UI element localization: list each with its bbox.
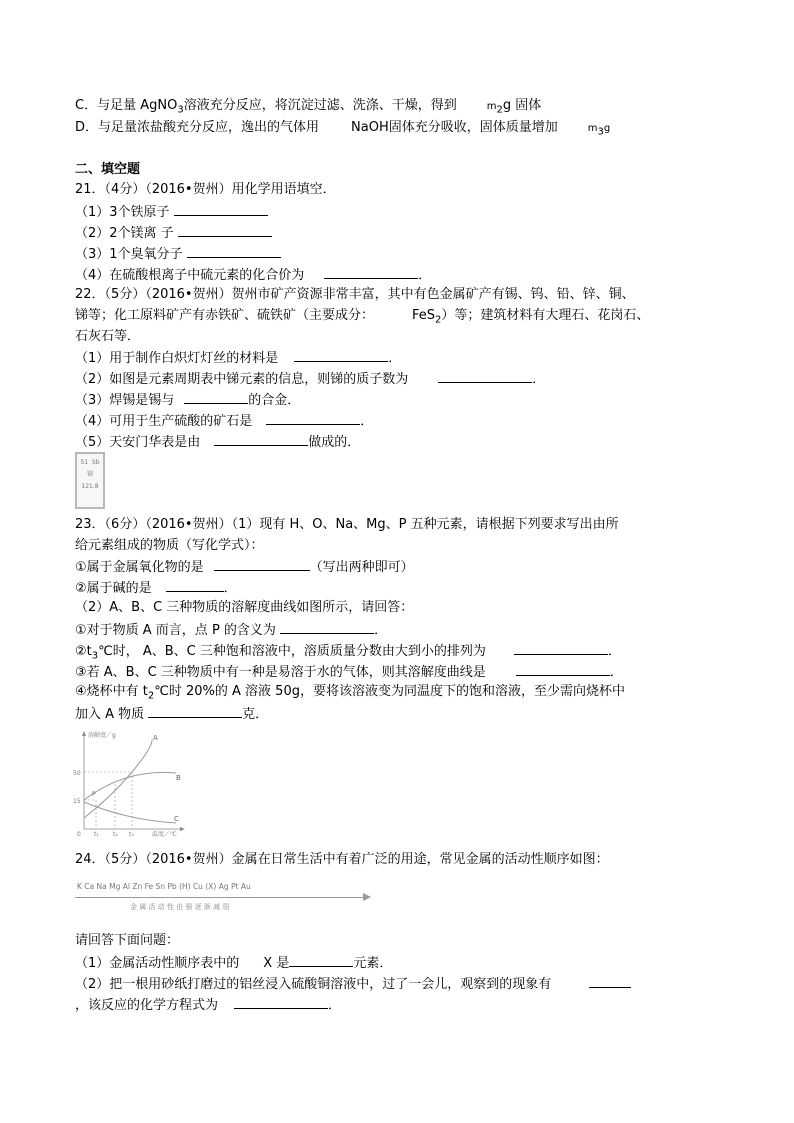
q21-item-3 xyxy=(75,244,281,264)
activity-series-figure xyxy=(75,880,375,920)
q23-sub-2-text-b: ℃时， A、B、C 三种饱和溶液中，溶质质量分数由大到小的排列为 xyxy=(98,644,486,659)
answer-blank[interactable] xyxy=(178,223,272,237)
answer-blank[interactable] xyxy=(174,202,268,216)
curve-c xyxy=(84,802,176,823)
x-tick-t2: t₂ xyxy=(113,831,118,838)
option-c-text-2: 溶液充分反应，将沉淀过滤、洗涤、干燥，得到 xyxy=(183,98,457,113)
q22-head: 22．（5分）（2016•贺州）贺州市矿产资源非常丰富，其中有色金属矿产有锡、钨、铅、锌、铜、 xyxy=(75,287,635,302)
x-axis-label: 温度／℃ xyxy=(152,831,177,838)
arrow-line xyxy=(75,897,365,898)
answer-blank[interactable] xyxy=(214,432,308,446)
q23-sub-4-cont xyxy=(75,704,268,724)
y-tick-15: 15 xyxy=(73,798,81,805)
q23-head: 23．（6分）（2016•贺州）（1）现有 H、O、Na、Mg、P 五种元素，请根据下列要求写出由所 xyxy=(75,517,619,532)
unit-g: g xyxy=(603,123,611,134)
option-d-text-2: 固体充分吸收，固体质量增加 xyxy=(388,120,558,135)
q22-item-3 xyxy=(75,390,300,410)
q21-item-3-text: （3）1个臭氧分子 xyxy=(75,247,183,262)
answer-blank[interactable] xyxy=(324,265,418,279)
q22-item-4 xyxy=(75,411,373,431)
atomic-number: 51 xyxy=(80,459,89,466)
q22-line-3: 石灰石等． xyxy=(75,329,141,344)
q22-line-2-text-b: ）等；建筑材料有大理石、花岗石、 xyxy=(441,308,650,323)
q24-item-2-cont-text: ，该反应的化学方程式为 xyxy=(75,998,219,1013)
arrow-head-icon xyxy=(363,893,371,901)
q22-line-2-text: 锑等；化工原料矿产有赤铁矿、硫铁矿（主要成分： xyxy=(75,308,375,323)
q23-sub-3 xyxy=(75,662,623,682)
answer-blank[interactable] xyxy=(514,641,608,655)
subscript: 2 xyxy=(435,314,442,326)
answer-blank[interactable] xyxy=(148,704,242,718)
period: ． xyxy=(374,623,388,638)
curve-a-label: A xyxy=(153,734,158,742)
subscript: 3 xyxy=(597,126,604,138)
q22-line-2 xyxy=(75,307,649,330)
q24-item-1-text-b: 是 xyxy=(276,956,290,971)
mass-symbol: m xyxy=(486,101,497,112)
answer-blank[interactable] xyxy=(280,620,374,634)
x-tick-t1: t₁ xyxy=(94,831,99,838)
y-axis-label: 溶解度／g xyxy=(88,732,116,739)
q21-item-4-text: （4）在硫酸根离子中硫元素的化合价为 xyxy=(75,268,305,283)
q23-item-1 xyxy=(75,557,414,577)
element-info-card xyxy=(75,452,105,509)
period: ． xyxy=(360,414,374,429)
q21-item-4 xyxy=(75,265,431,285)
atomic-mass: 121.8 xyxy=(81,483,99,490)
q24-head: 24．（5分）（2016•贺州）金属在日常生活中有着广泛的用途，常见金属的活动性顺序如图： xyxy=(75,852,609,867)
answer-blank[interactable] xyxy=(187,244,281,258)
option-c-text: C．与足量 AgNO xyxy=(75,98,178,113)
q23-sub-1 xyxy=(75,620,387,640)
answer-blank[interactable] xyxy=(266,411,360,425)
q23-item-2-text: ②属于碱的是 xyxy=(75,581,152,596)
answer-blank[interactable] xyxy=(214,557,310,571)
q22-item-1-text: （1）用于制作白炽灯灯丝的材料是 xyxy=(75,351,279,366)
answer-blank[interactable] xyxy=(166,578,224,592)
arrow-caption: 金 属 活 动 性 由 强 逐 渐 减 弱 xyxy=(130,903,230,911)
q24-item-1-text-c: 元素． xyxy=(353,956,393,971)
x-axis-arrow-icon xyxy=(180,827,185,831)
answer-blank[interactable] xyxy=(289,953,353,967)
option-c-text-3: g 固体 xyxy=(502,98,542,113)
q23-sub-1-text: ①对于物质 A 而言，点 P 的含义为 xyxy=(75,623,276,638)
q23-sub-4-cont-text: 加入 A 物质 xyxy=(75,707,145,722)
origin-label: 0 xyxy=(77,831,81,838)
period: ． xyxy=(418,268,432,283)
q23-sub-4-cont-text-b: 克． xyxy=(242,707,269,722)
curve-b-label: B xyxy=(176,774,181,782)
q21-item-2-text: （2）2个镁离 子 xyxy=(75,226,174,241)
solubility-curve-figure xyxy=(72,728,188,840)
y-axis-arrow-icon xyxy=(82,731,86,736)
answer-blank[interactable] xyxy=(438,369,532,383)
q23-sub-2-text: ②t xyxy=(75,644,92,659)
answer-blank[interactable] xyxy=(294,348,388,362)
q23-sub-4 xyxy=(75,683,625,706)
q22-item-5 xyxy=(75,432,360,452)
element-name: 锑 xyxy=(86,471,93,478)
curve-b xyxy=(84,772,176,800)
q23-item-2 xyxy=(75,578,237,598)
subscript: 3 xyxy=(91,650,99,662)
answer-blank[interactable] xyxy=(234,995,328,1009)
activity-series-text: K Ca Na Mg Al Zn Fe Sn Pb (H) Cu (X) Ag Pt Au xyxy=(77,882,251,891)
q21-item-2 xyxy=(75,223,272,243)
curve-c-label: C xyxy=(174,815,179,823)
option-c-line xyxy=(75,97,541,120)
q22-item-3-text: （3）焊锡是锡与 xyxy=(75,393,175,408)
period: ． xyxy=(388,351,402,366)
q22-item-2-text: （2）如图是元素周期表中锑元素的信息，则锑的质子数为 xyxy=(75,372,409,387)
q23-sub-4-text: ④烧杯中有 t xyxy=(75,684,148,699)
section-title: 二、填空题 xyxy=(75,162,141,177)
q22-item-4-text: （4）可用于生产硫酸的矿石是 xyxy=(75,414,253,429)
period: ． xyxy=(328,998,342,1013)
q23-part-2: （2）A、B、C 三种物质的溶解度曲线如图所示，请回答： xyxy=(75,600,414,615)
subscript: 2 xyxy=(147,690,155,702)
period: ． xyxy=(223,581,237,596)
subscript: 2 xyxy=(496,104,503,116)
q22-item-1 xyxy=(75,348,401,368)
element-symbol: Sb xyxy=(91,459,100,466)
q24-item-1-text: （1）金属活动性顺序表中的 xyxy=(75,956,240,971)
answer-blank[interactable] xyxy=(589,974,631,988)
fes2-formula: FeS xyxy=(412,308,436,323)
q24-line-2: 请回答下面问题： xyxy=(75,933,180,948)
q23-sub-4-text-b: ℃时 20%的 A 溶液 50g，要将该溶液变为同温度下的饱和溶液，至少需向烧杯中 xyxy=(154,684,625,699)
q22-item-2 xyxy=(75,369,545,389)
q23-line-2: 给元素组成的物质（写化学式）： xyxy=(75,538,264,553)
answer-blank[interactable] xyxy=(516,662,610,676)
q24-item-1 xyxy=(75,953,392,973)
q24-item-2 xyxy=(75,974,631,994)
mass-symbol: m xyxy=(587,123,598,134)
option-d-line xyxy=(75,119,610,142)
period: ． xyxy=(607,644,621,659)
period: ． xyxy=(609,665,623,680)
q21-item-1 xyxy=(75,202,268,222)
q21-head: 21．（4分）（2016•贺州）用化学用语填空． xyxy=(75,182,336,197)
naoh-text: NaOH xyxy=(351,120,389,135)
q23-item-1-text: ①属于金属氧化物的是 xyxy=(75,560,204,575)
subscript: 3 xyxy=(177,104,184,116)
x-tick-t3: t₃ xyxy=(129,831,134,838)
q22-item-3-text-b: 的合金． xyxy=(248,393,301,408)
q22-item-5-text-b: 做成的． xyxy=(308,435,361,450)
q23-sub-3-text: ③若 A、B、C 三种物质中有一种是易溶于水的气体，则其溶解度曲线是 xyxy=(75,665,486,680)
answer-blank[interactable] xyxy=(184,390,248,404)
q23-item-1-text-b: （写出两种即可） xyxy=(309,560,414,575)
option-d-text: D．与足量浓盐酸充分反应，逸出的气体用 xyxy=(75,120,320,135)
q24-item-2-text: （2）把一根用砂纸打磨过的铝丝浸入硫酸铜溶液中，过了一会儿，观察到的现象有 xyxy=(75,977,552,992)
period: ． xyxy=(532,372,546,387)
x-symbol: X xyxy=(263,956,273,971)
q22-item-5-text: （5）天安门华表是由 xyxy=(75,435,201,450)
point-p-label: P xyxy=(92,791,96,798)
q21-item-1-text: （1）3个铁原子 xyxy=(75,205,170,220)
q24-item-2-cont xyxy=(75,995,341,1015)
y-tick-50: 50 xyxy=(73,770,81,777)
